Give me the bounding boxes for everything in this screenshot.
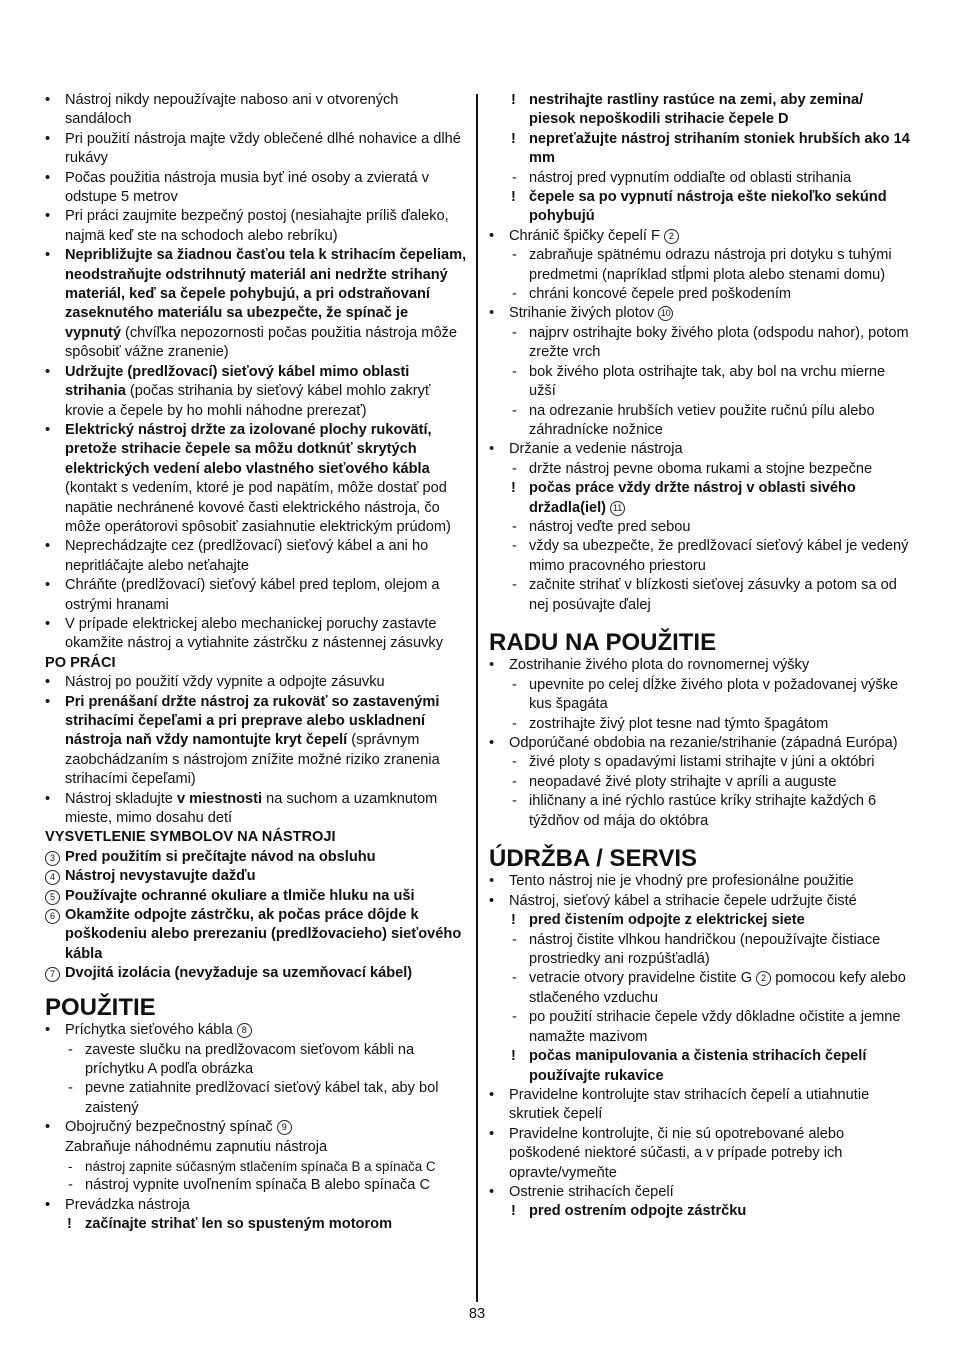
list-item: - nástroj vypnite uvoľnením spínača B alebo spínača C: [45, 1176, 467, 1195]
warning-note: (kontakt s vedením, ktoré je pod napätím, môže dostať pod napätie nechránené kovové časti elektrického nástroja, čo môže operátorovi spôsobiť zasiahnutie elektrickým prúdom): [65, 480, 451, 535]
callout-number: 6: [45, 909, 60, 924]
warning-note: (počas strihania by sieťový kábel mohlo zakryť krovie a čepele by ho mohli náhodne prerezať): [65, 383, 431, 419]
callout-number: 3: [45, 851, 60, 866]
callout-number: 5: [45, 890, 60, 905]
item-label: Príchytka sieťového kábla: [65, 1022, 233, 1039]
callout-number: 2: [664, 229, 679, 244]
list-item: - zostrihajte živý plot tesne nad týmto špagátom: [489, 715, 912, 734]
list-item: • Odporúčané obdobia na rezanie/strihanie (západná Európa): [489, 734, 912, 753]
list-item: - najprv ostrihajte boky živého plota (odspodu nahor), potom zrežte vrch: [489, 324, 912, 363]
item-label: Strihanie živých plotov: [509, 305, 655, 322]
list-item: - chráni koncové čepele pred poškodením: [489, 285, 912, 304]
list-item: [45, 363, 467, 421]
list-item: - neopadavé živé ploty strihajte v apríli a auguste: [489, 773, 912, 792]
warning-text: počas práce vždy držte nástroj v oblasti sivého držadla(iel): [529, 480, 856, 516]
list-item: • Držanie a vedenie nástroja: [489, 440, 912, 459]
list-item: - živé ploty s opadavými listami strihajte v júni a októbri: [489, 753, 912, 772]
list-item: • Nástroj po použití vždy vypnite a odpojte zásuvku: [45, 673, 467, 692]
callout-number: 7: [45, 967, 60, 982]
warning-note: (chvíľka nepozornosti počas použitia nástroja môže spôsobiť vážne zranenie): [65, 324, 457, 361]
warning-item: [489, 479, 912, 518]
list-item: [489, 227, 912, 246]
warning-item: ! počas manipulovania a čistenia strihacích čepelí používajte rukavice: [489, 1047, 912, 1086]
list-item: • Tento nástroj nie je vhodný pre profesionálne použitie: [489, 872, 912, 891]
callout-number: 8: [237, 1023, 252, 1038]
list-item: - nástroj veďte pred sebou: [489, 518, 912, 537]
symbol-item: [45, 964, 467, 983]
text-part: Nástroj skladujte: [65, 790, 177, 807]
list-item: - držte nástroj pevne oboma rukami a stojne bezpečne: [489, 460, 912, 479]
symbol-text: Dvojitá izolácia (nevyžaduje sa uzemňovací kábel): [65, 965, 413, 982]
list-item: [489, 969, 912, 1008]
item-description: Zabraňuje náhodnému zapnutiu nástroja: [65, 1138, 328, 1155]
list-item: - ihličnany a iné rýchlo rastúce kríky strihajte každých 6 týždňov od mája do októbra: [489, 792, 912, 831]
list-item: • V prípade elektrickej alebo mechanickej poruchy zastavte okamžite nástroj a vytiahnite zástrčku z nástennej zásuvky: [45, 615, 467, 654]
list-item: • Pri práci zaujmite bezpečný postoj (nesiahajte príliš ďaleko, najmä keď ste na schodoch alebo rebríku): [45, 207, 467, 246]
warning-item: ! čepele sa po vypnutí nástroja ešte niekoľko sekúnd pohybujú: [489, 188, 912, 227]
list-item: • Ostrenie strihacích čepelí: [489, 1183, 912, 1202]
list-item: [45, 1021, 467, 1040]
warning-item: ! nestrihajte rastliny rastúce na zemi, aby zemina/ piesok nepoškodili strihacie čepele D: [489, 91, 912, 130]
list-item: - zabraňuje spätnému odrazu nástroja pri dotyku s tuhými predmetmi (napríklad stĺpmi plota alebo stenami domu): [489, 246, 912, 285]
list-item: - na odrezanie hrubších vetiev použite ručnú pílu alebo záhradnícke nožnice: [489, 402, 912, 441]
text-part-bold: v miestnosti: [176, 790, 263, 807]
list-item: [45, 1118, 467, 1137]
warning-text: Pri prenášaní držte nástroj za rukoväť so zastavenými strihacími čepeľami a pri preprave alebo uskladnení nástroja naň vždy namontujte kryt čepelí: [65, 693, 440, 749]
symbol-item: [45, 906, 467, 964]
section-subtitle: VYSVETLENIE SYMBOLOV NA NÁSTROJI: [45, 829, 336, 846]
text-part: vetracie otvory pravidelne čistite G: [529, 970, 753, 987]
warning-text: Elektrický nástroj držte za izolované plochy rukovätí, pretože strihacie čepele sa môžu dotknúť skrytých elektrických vedení alebo vlastného sieťového kábla: [65, 421, 432, 477]
callout-number: 11: [610, 501, 625, 516]
warning-text: Nepribližujte sa žiadnou časťou tela k strihacím čepeliam, neodstraňujte odstrihnutý materiál ani nedržte strihaný materiál, keď sa čepele pohybujú, a pri odstraňovaní zaseknutého materiálu sa ubezpečte, že spínač je vypnutý: [65, 247, 467, 341]
list-item: • Pravidelne kontrolujte, či nie sú opotrebované alebo poškodené niektoré súčasti, a v prípade potreby ich opravte/vymeňte: [489, 1125, 912, 1183]
callout-number: 4: [45, 870, 60, 885]
list-item: [45, 790, 467, 829]
list-item: • Pri použití nástroja majte vždy oblečené dlhé nohavice a dlhé rukávy: [45, 130, 467, 169]
warning-item: ! pred ostrením odpojte zástrčku: [489, 1202, 912, 1221]
symbol-text: Okamžite odpojte zástrčku, ak počas práce dôjde k poškodeniu alebo prerezaniu (predlžovacieho) sieťového kábla: [65, 907, 462, 962]
list-item: • Neprechádzajte cez (predlžovací) sieťový kábel a ani ho nepritláčajte alebo neťahajte: [45, 537, 467, 576]
list-item: [489, 304, 912, 323]
warning-item: ! nepreťažujte nástroj strihaním stoniek hrubších ako 14 mm: [489, 130, 912, 169]
text-part: pomocou kefy alebo stlačeného vzduchu: [529, 970, 906, 1006]
list-item: - pevne zatiahnite predlžovací sieťový kábel tak, aby bol zaistený: [45, 1079, 467, 1118]
list-item: - nástroj čistite vlhkou handričkou (nepoužívajte čistiace prostriedky ani rozpúšťadlá): [489, 931, 912, 970]
callout-number: 10: [658, 306, 673, 321]
list-item: • Prevádzka nástroja: [45, 1196, 467, 1215]
section-heading: RADU NA POUŽITIE: [489, 628, 717, 656]
list-item: - začnite strihať v blízkosti sieťovej zásuvky a potom sa od nej posúvajte ďalej: [489, 576, 912, 615]
list-item: • Zostrihanie živého plota do rovnomernej výšky: [489, 656, 912, 675]
warning-note: (správnym zaobchádzaním s nástrojom znížite možné riziko zranenia strihacími čepeľami): [65, 732, 440, 788]
list-item: • Počas použitia nástroja musia byť iné osoby a zvieratá v odstupe 5 metrov: [45, 169, 467, 208]
page-number: 83: [468, 1306, 486, 1322]
section-heading: POUŽITIE: [45, 993, 156, 1021]
symbol-text: Používajte ochranné okuliare a tlmiče hluku na uši: [65, 887, 415, 904]
warning-item: ! pred čistením odpojte z elektrickej siete: [489, 911, 912, 930]
warning-text: Udržujte (predlžovací) sieťový kábel mimo oblasti strihania: [65, 363, 410, 400]
list-item: - nástroj pred vypnutím oddiaľte od oblasti strihania: [489, 169, 912, 188]
list-item: - bok živého plota ostrihajte tak, aby bol na vrchu mierne užší: [489, 363, 912, 402]
list-item: • Pravidelne kontrolujte stav strihacích čepelí a utiahnutie skrutiek čepelí: [489, 1086, 912, 1125]
callout-number: 2: [756, 971, 771, 986]
list-item: - po použití strihacie čepele vždy dôkladne očistite a jemne namažte mazivom: [489, 1008, 912, 1047]
symbol-text: Nástroj nevystavujte dažďu: [65, 868, 256, 885]
symbol-item: [45, 848, 467, 867]
list-item: [45, 246, 467, 362]
list-item: - vždy sa ubezpečte, že predlžovací sieťový kábel je vedený mimo pracovného priestoru: [489, 537, 912, 576]
list-item: [45, 693, 467, 790]
list-item: - zaveste slučku na predlžovacom sieťovom kábli na príchytku A podľa obrázka: [45, 1041, 467, 1080]
warning-item: ! začínajte strihať len so spusteným motorom: [45, 1215, 467, 1234]
section-subtitle: PO PRÁCI: [45, 654, 116, 671]
symbol-item: [45, 867, 467, 886]
text-part: na suchom a uzamknutom mieste, mimo dosahu detí: [65, 790, 438, 827]
list-item: • Nástroj nikdy nepoužívajte naboso ani v otvorených sandáloch: [45, 91, 467, 130]
list-item: [45, 421, 467, 537]
symbol-text: Pred použitím si prečítajte návod na obsluhu: [65, 848, 376, 865]
item-label: Chránič špičky čepelí F: [509, 227, 660, 244]
symbol-item: [45, 887, 467, 906]
list-item: • Chráňte (predlžovací) sieťový kábel pred teplom, olejom a ostrými hranami: [45, 576, 467, 615]
list-item: - upevnite po celej dĺžke živého plota v požadovanej výške kus špagáta: [489, 676, 912, 715]
item-label: Obojručný bezpečnostný spínač: [65, 1119, 273, 1136]
column-divider: [476, 94, 478, 1302]
left-column: [45, 91, 467, 1235]
section-heading: ÚDRŽBA / SERVIS: [489, 845, 698, 873]
right-column: [489, 91, 912, 1222]
callout-number: 9: [277, 1120, 292, 1135]
list-item: • Nástroj, sieťový kábel a strihacie čepele udržujte čisté: [489, 892, 912, 911]
list-item: - nástroj zapnite súčasným stlačením spínača B a spínača C: [45, 1157, 467, 1176]
